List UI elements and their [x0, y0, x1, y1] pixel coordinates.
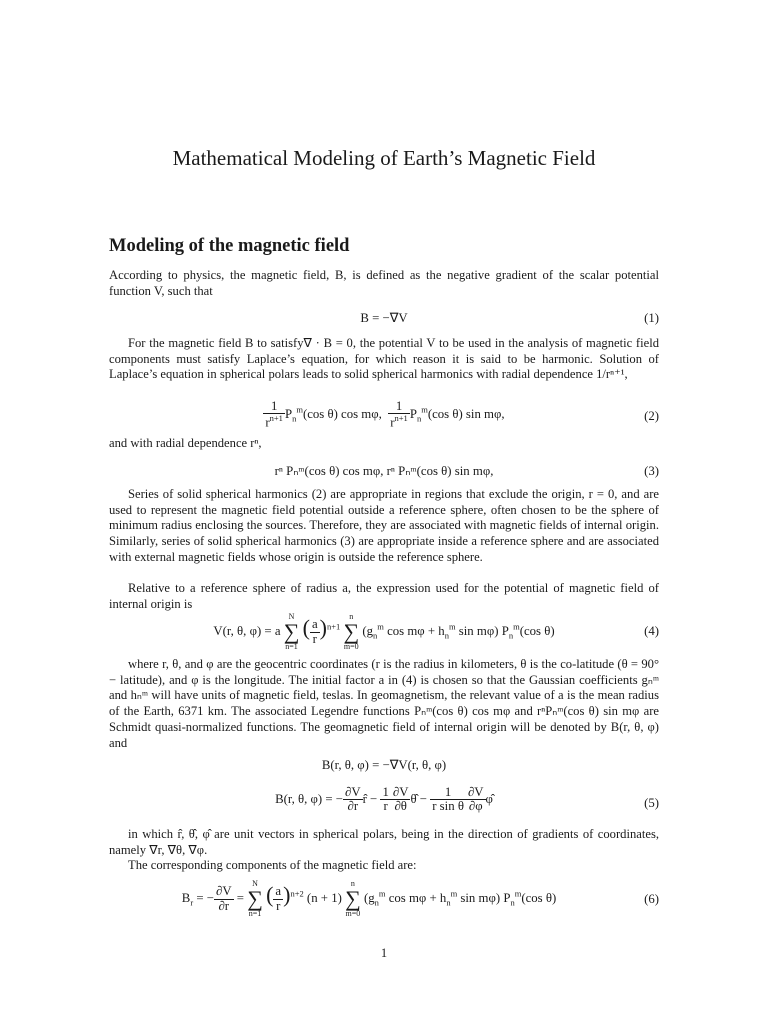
page-number: 1 [380, 946, 388, 960]
equation-6 [109, 880, 659, 922]
equation-2 [109, 400, 659, 434]
equation-5-body: B(r, θ, φ) = − $\frac{\partial V}{\partial r}$ r̂ − $\frac{1}{r}$ $\frac{\partial V}{\partial\theta}$ θ̂ − $\frac{1}{\text{r sin θ}}$ $\frac{\partial V}{\partial\varphi}$ φ̂ [275, 785, 493, 814]
equation-3 [109, 464, 659, 484]
eq2-fraction-1: $\frac{1}{r^{n+1}}$ [265, 399, 283, 430]
equation-5 [109, 786, 659, 822]
equation-2-body: $\frac{1}{r^{n+1}}$ $P_n^m(\cos$ θ) cos mφ, $\frac{1}{r^{n+1}}$ $P_n^m(\cos$ θ) sin mφ, [265, 399, 505, 430]
equation-1-body: B = −∇V [360, 311, 408, 325]
paper-title: Mathematical Modeling of Earth’s Magnetic Field [172, 146, 596, 170]
paragraph-8: The corresponding components of the magnetic field are: [128, 858, 417, 872]
paragraph-3: and with radial dependence rⁿ, [109, 436, 262, 450]
equation-1 [109, 311, 659, 331]
eq6-sum-n: N ∑ n=1 [247, 879, 263, 918]
eq6-sum-m: n ∑ m=0 [345, 879, 361, 918]
equation-number-6: (6) [644, 892, 659, 906]
equation-4 [109, 613, 659, 653]
eq4-sum-n: N ∑ n=1 [283, 612, 300, 651]
paragraph-7: in which r̂, θ̂, φ̂ are unit vectors in spherical polars, being in the direction of gradients of coordinates, namely ∇r, ∇θ, ∇φ. [109, 827, 659, 857]
equation-number-4: (4) [644, 624, 659, 638]
equation-4-body: V(r, θ, φ) = a N ∑ n=1 ( $\frac{a}{r}$ )$^{n+1}$ n ∑ m=0 ($g_n^m$ $\cos m\varphi + h_n^m$ sin mφ) $P_n^m(\cos$ θ) [213, 612, 555, 651]
eq4-sum-m: n ∑ m=0 [343, 612, 360, 651]
paragraph-2: For the magnetic field B to satisfy∇ · B = 0, the potential V to be used in the analysis of magnetic field components must satisfy Laplace’s equation, for which reason it is said to be harmonic. Solution of Laplace’s equation in spherical polars leads to solid spherical harmonics with radial dependence 1/rⁿ⁺¹, [109, 336, 659, 382]
equation-number-5: (5) [644, 796, 659, 810]
equation-number-3: (3) [644, 464, 659, 478]
equation-b-body: B(r, θ, φ) = −∇V(r, θ, φ) [321, 758, 447, 772]
equation-6-body: $B_r$ = − $\frac{\partial V}{\partial r}$ = N ∑ n=1 ( $\frac{a}{r}$ )$^{n+2}$ (n + 1) n ∑ m=0 ($g_n^m$ $\cos m\varphi + h_n^m$ sin mφ) $P_n^m(\cos$ θ) [181, 879, 557, 918]
equation-b [109, 758, 659, 778]
equation-number-1: (1) [644, 311, 659, 325]
eq2-fraction-2: $\frac{1}{r^{n+1}}$ [390, 399, 408, 430]
equation-number-2: (2) [644, 409, 659, 423]
paragraph-1: According to physics, the magnetic field, B, is defined as the negative gradient of the scalar potential function V, such that [109, 268, 659, 298]
section-heading: Modeling of the magnetic field [109, 236, 350, 256]
equation-3-body: rⁿ Pₙᵐ(cos θ) cos mφ, rⁿ Pₙᵐ(cos θ) sin mφ, [274, 464, 494, 478]
paragraph-6: where r, θ, and φ are the geocentric coordinates (r is the radius in kilometers, θ is the co-latitude (θ = 90° − latitude), and φ is the longitude. The initial factor a in (4) is chosen so that the Gaussian coefficients gₙᵐ and hₙᵐ will have units of magnetic field, teslas. In geomagnetism, the relevant value of a is the mean radius of the Earth, 6371 km. The associated Legendre functions Pₙᵐ(cos θ) cos mφ and rⁿPₙᵐ(cos θ) sin mφ are Schmidt quasi-normalized functions. The geomagnetic field of internal origin will be denoted by B(r, θ, φ) and [109, 657, 659, 750]
paragraph-4: Series of solid spherical harmonics (2) are appropriate in regions that exclude the origin, r = 0, and are used to represent the magnetic field potential outside a reference sphere, often chosen to be the sphere of minimum radius enclosing the sources. Therefore, they are associated with magnetic fields of internal origin. Similarly, series of solid spherical harmonics (3) are appropriate inside a reference sphere and are associated with external magnetic fields whose origin is outside the reference sphere. [109, 487, 659, 564]
paragraph-5: Relative to a reference sphere of radius a, the expression used for the potential of magnetic field of internal origin is [109, 581, 659, 611]
